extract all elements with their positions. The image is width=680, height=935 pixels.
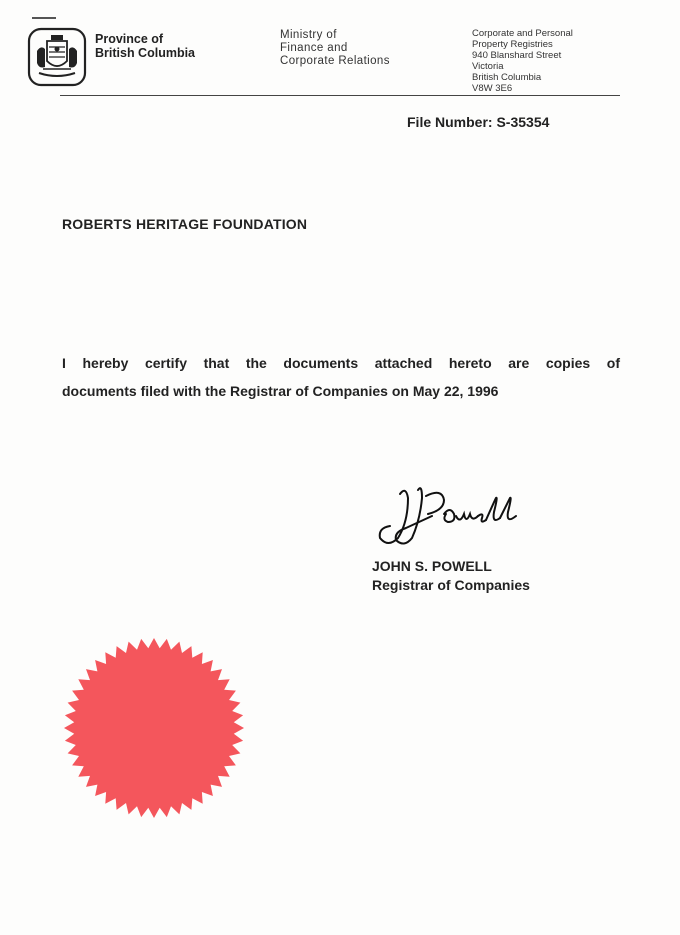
province-name: Province of British Columbia <box>95 32 196 60</box>
red-seal-icon <box>63 637 245 819</box>
signer-name: JOHN S. POWELL <box>372 558 492 574</box>
certification-text <box>62 349 620 405</box>
file-number: File Number: S-35354 <box>407 114 550 130</box>
top-rule <box>32 17 56 19</box>
ministry-name: Ministry of Finance and Corporate Relations <box>280 29 390 67</box>
header-divider <box>60 95 620 96</box>
signer-title: Registrar of Companies <box>372 577 530 593</box>
registry-address: Corporate and Personal Property Registries 940 Blanshard Street Victoria British Columbia V8W 3E6 <box>472 28 573 94</box>
handwritten-signature-icon <box>372 482 522 552</box>
certification-line-1: I hereby certify that the documents attached hereto are copies of <box>62 355 620 371</box>
certification-line-2: documents filed with the Registrar of Companies on May 22, 1996 <box>62 383 499 399</box>
bc-coat-of-arms-icon <box>27 27 87 87</box>
entity-name: ROBERTS HERITAGE FOUNDATION <box>62 216 308 232</box>
